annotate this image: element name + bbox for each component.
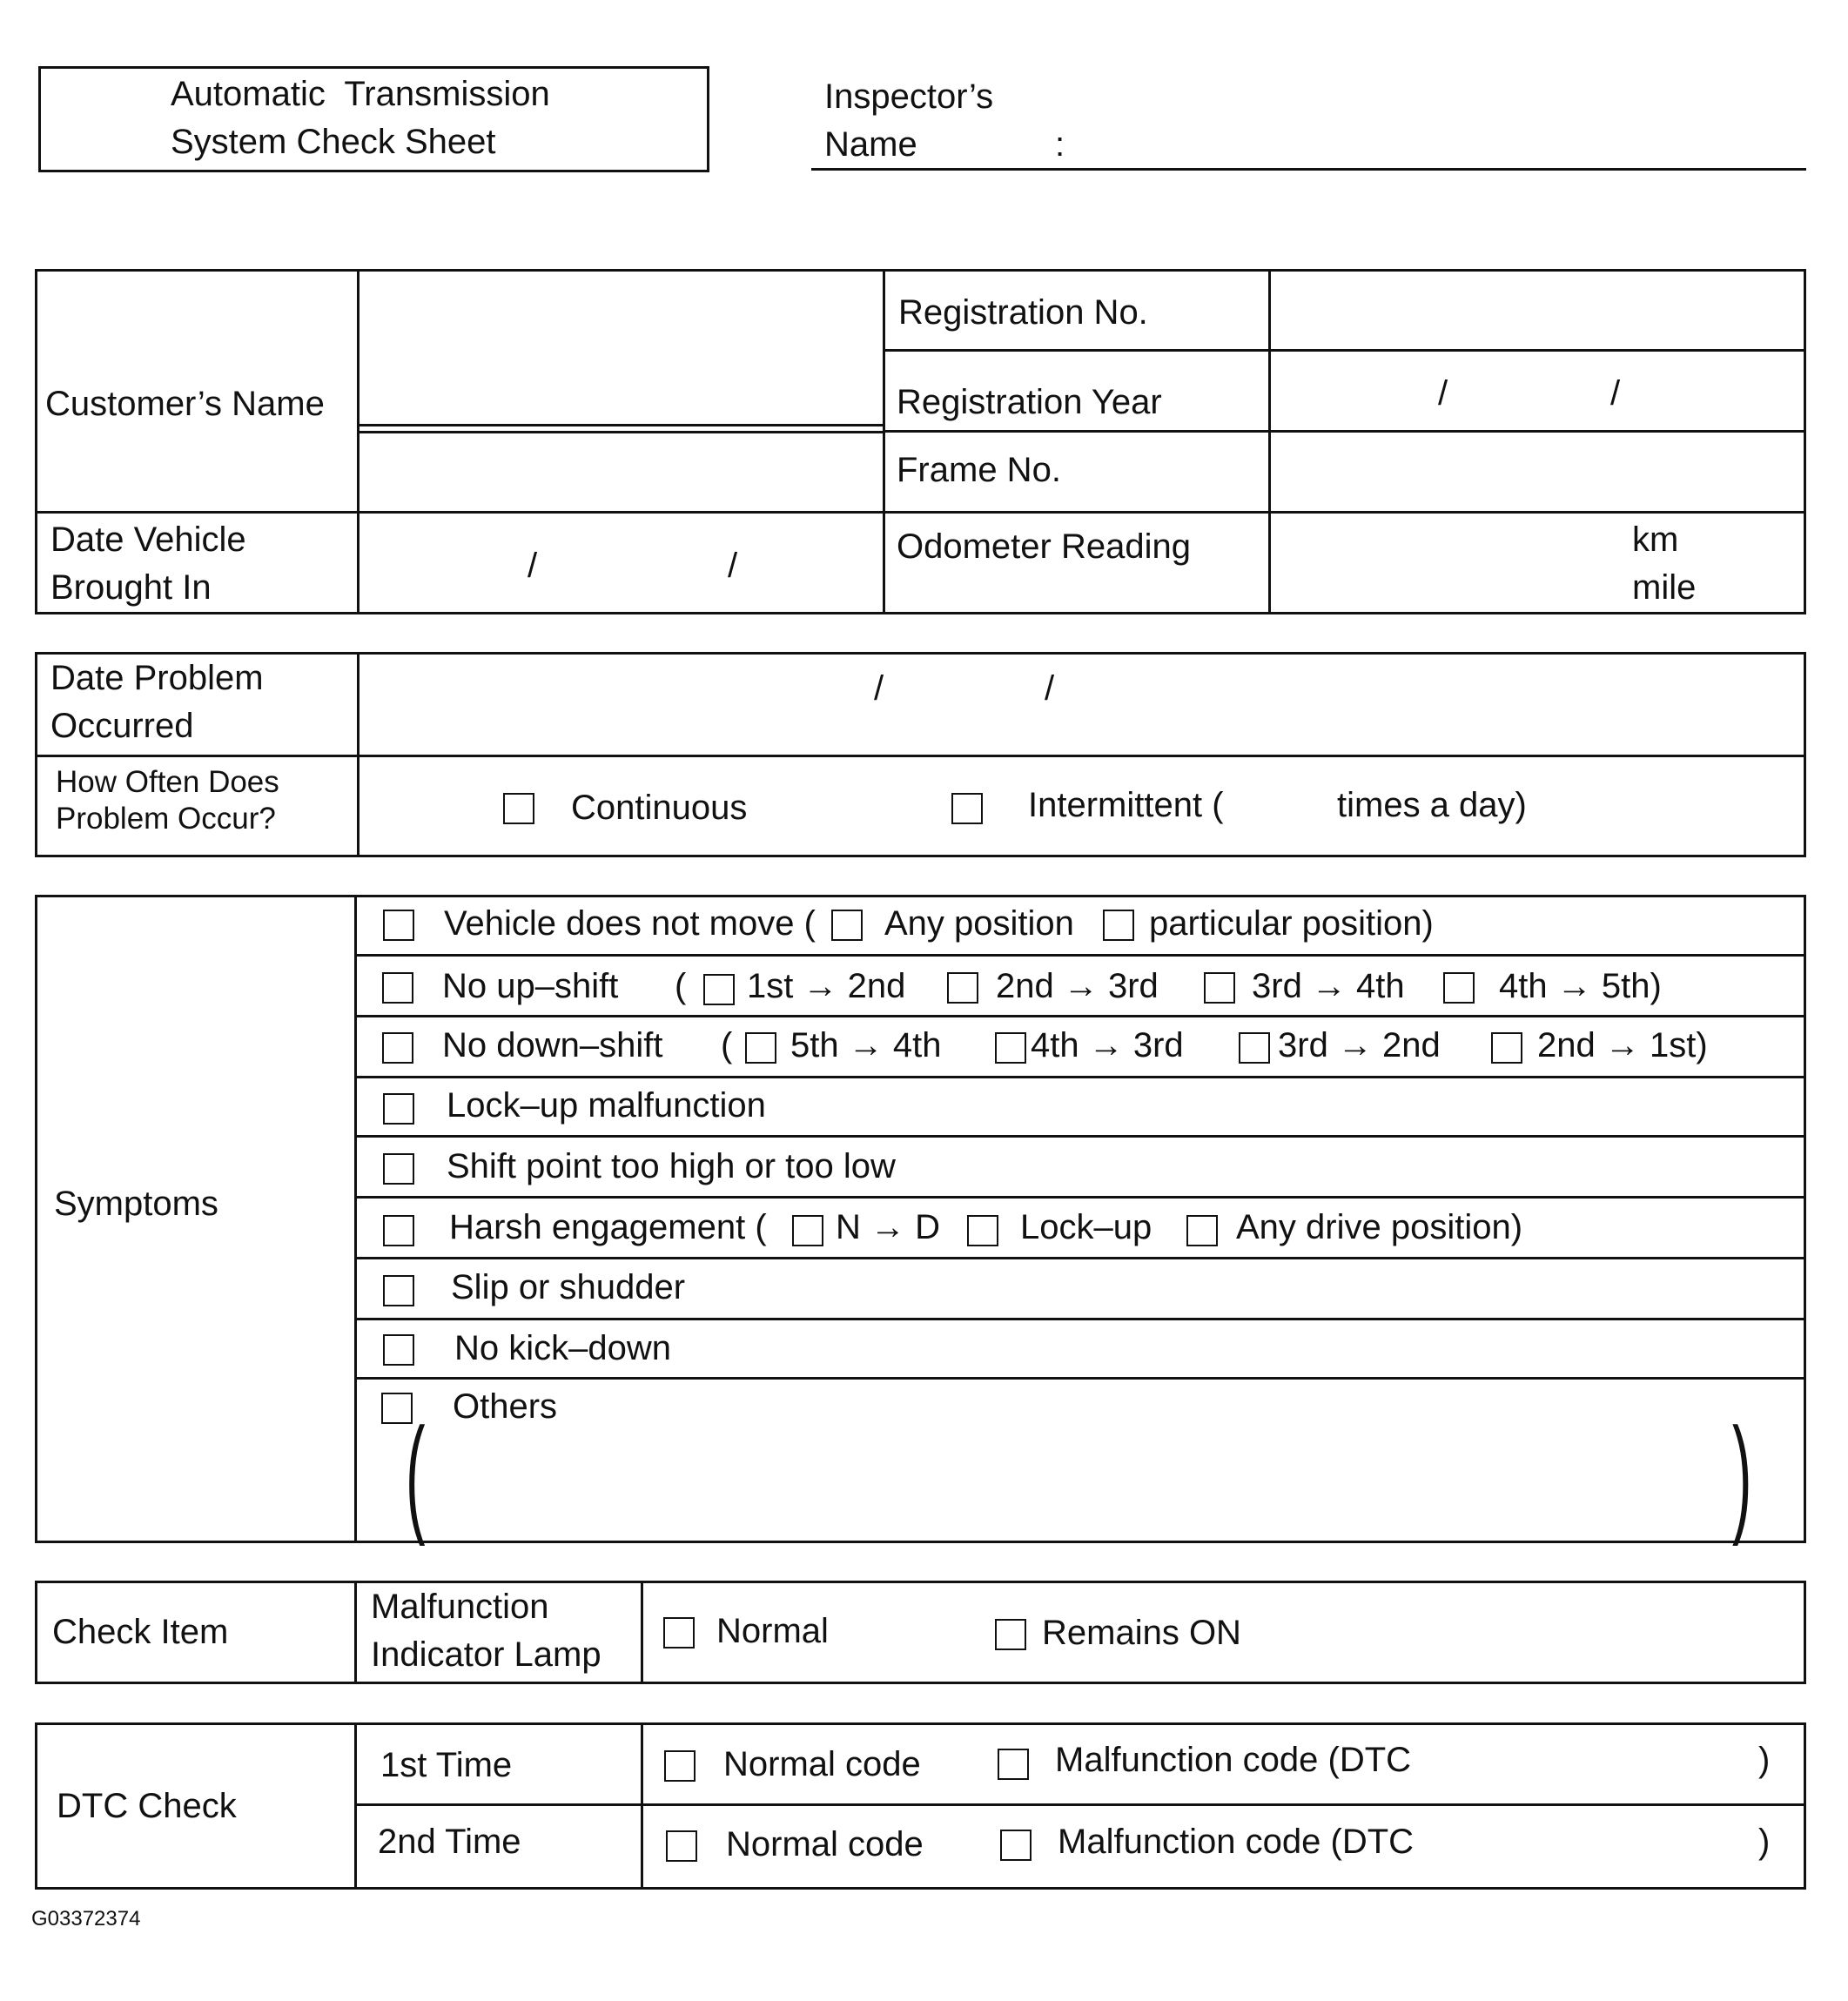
frame-no-field[interactable] [1273,433,1804,508]
downshift-2-1-label: 2nd → 1st) [1537,1026,1708,1064]
customer-name-field-2[interactable] [361,435,880,508]
dtc-second-close-paren: ) [1758,1823,1771,1861]
date-problem-slash-1: / [874,669,884,708]
symptom-any-position-label: Any position [884,904,1074,943]
registration-year-field[interactable] [1273,353,1804,427]
date-problem-label-line2: Occurred [50,707,194,745]
how-often-label-line2: Problem Occur? [56,802,276,836]
date-brought-slash-2: / [728,547,738,585]
title-line2: System Check Sheet [171,123,496,161]
how-often-label-line1: How Often Does [56,765,279,799]
continuous-label: Continuous [571,789,748,827]
intermittent-checkbox[interactable] [951,793,983,824]
dtc-first-close-paren: ) [1758,1741,1771,1779]
others-close-paren: ) [1732,1400,1752,1547]
downshift-3-2-checkbox[interactable] [1239,1032,1270,1064]
check-item-label: Check Item [52,1613,229,1651]
frame-no-label: Frame No. [897,451,1061,489]
downshift-2-1-checkbox[interactable] [1491,1032,1522,1064]
dtc-second-malfunction-checkbox[interactable] [1000,1830,1032,1861]
mil-normal-checkbox[interactable] [663,1617,695,1648]
others-detail-field[interactable] [435,1429,1724,1525]
odometer-unit-km: km [1632,520,1679,559]
check-item-table [35,1581,1806,1684]
inspector-label-line2: Name [824,125,917,164]
date-brought-slash-1: / [528,547,538,585]
upshift-1-2-label: 1st → 2nd [747,967,906,1005]
dtc-check-label: DTC Check [57,1787,237,1825]
inspector-underline [811,168,1806,171]
symptom-lockup-label: Lock–up malfunction [447,1086,766,1125]
dtc-second-code-field[interactable] [1428,1821,1750,1864]
upshift-3-4-label: 3rd → 4th [1252,967,1405,1005]
downshift-3-2-label: 3rd → 2nd [1278,1026,1441,1064]
odometer-unit-mile: mile [1632,568,1697,607]
odometer-field[interactable] [1273,514,1621,612]
harsh-any-drive-checkbox[interactable] [1186,1215,1218,1246]
inspector-name-field[interactable] [1079,122,1802,165]
times-a-day-label: times a day) [1337,786,1527,824]
customer-name-label: Customer’s Name [45,385,325,423]
symptom-no-downshift-checkbox[interactable] [382,1032,413,1064]
upshift-4-5-label: 4th → 5th) [1499,967,1662,1005]
continuous-checkbox[interactable] [503,793,534,824]
dtc-first-malfunction-checkbox[interactable] [998,1749,1029,1780]
dtc-first-code-field[interactable] [1428,1739,1750,1783]
registration-no-field[interactable] [1273,272,1804,347]
date-problem-slash-2: / [1045,669,1055,708]
date-problem-field[interactable] [361,655,1803,751]
symptom-particular-position-checkbox[interactable] [1103,910,1134,941]
registration-year-slash-1: / [1438,374,1448,413]
symptom-particular-position-label: particular position) [1149,904,1434,943]
symptom-no-move-label: Vehicle does not move ( [444,904,816,943]
symptom-no-kickdown-label: No kick–down [454,1329,672,1367]
harsh-lockup-checkbox[interactable] [967,1215,998,1246]
symptom-no-downshift-label: No down–shift [442,1026,663,1064]
symptom-no-kickdown-checkbox[interactable] [383,1334,414,1366]
symptom-shift-point-label: Shift point too high or too low [447,1147,896,1185]
date-brought-label-line1: Date Vehicle [50,520,246,559]
dtc-first-normal-label: Normal code [723,1745,921,1783]
dtc-second-malfunction-label: Malfunction code (DTC [1058,1823,1415,1861]
symptom-no-move-checkbox[interactable] [383,910,414,941]
downshift-4-3-checkbox[interactable] [995,1032,1026,1064]
dtc-first-malfunction-label: Malfunction code (DTC [1055,1741,1412,1779]
harsh-lockup-label: Lock–up [1020,1208,1152,1246]
upshift-2-3-label: 2nd → 3rd [996,967,1159,1005]
mil-label-line1: Malfunction [371,1588,549,1626]
odometer-label: Odometer Reading [897,527,1191,566]
symptom-shift-point-checkbox[interactable] [383,1153,414,1185]
symptom-no-downshift-open-paren: ( [721,1026,733,1064]
harsh-n-d-checkbox[interactable] [792,1215,823,1246]
upshift-4-5-checkbox[interactable] [1443,972,1475,1004]
downshift-5-4-checkbox[interactable] [745,1032,776,1064]
mil-label-line2: Indicator Lamp [371,1635,601,1674]
mil-normal-label: Normal [716,1612,829,1650]
customer-name-field-1[interactable] [361,272,880,422]
dtc-first-normal-checkbox[interactable] [664,1750,696,1782]
registration-no-label: Registration No. [898,293,1148,332]
upshift-3-4-checkbox[interactable] [1204,972,1235,1004]
date-problem-label-line1: Date Problem [50,659,264,697]
symptom-harsh-label: Harsh engagement ( [449,1208,767,1246]
inspector-label-line1: Inspector’s [824,77,994,116]
figure-id: G03372374 [31,1907,141,1930]
harsh-any-drive-label: Any drive position) [1236,1208,1523,1246]
harsh-n-d-label: N → D [836,1208,940,1246]
intermittent-label: Intermittent ( [1028,786,1224,824]
dtc-second-normal-label: Normal code [726,1825,924,1863]
downshift-4-3-label: 4th → 3rd [1031,1026,1184,1064]
mil-remains-on-checkbox[interactable] [995,1619,1026,1650]
inspector-colon: : [1055,125,1065,164]
registration-year-slash-2: / [1610,374,1621,413]
times-a-day-field[interactable] [1232,783,1327,827]
others-open-paren: ( [406,1400,426,1547]
registration-year-label: Registration Year [897,383,1162,421]
symptom-any-position-checkbox[interactable] [831,910,863,941]
symptom-no-upshift-label: No up–shift [442,967,619,1005]
symptom-no-upshift-checkbox[interactable] [382,972,413,1004]
symptom-lockup-checkbox[interactable] [383,1093,414,1125]
mil-remains-on-label: Remains ON [1042,1614,1241,1652]
upshift-2-3-checkbox[interactable] [947,972,978,1004]
dtc-second-time-label: 2nd Time [378,1823,521,1861]
symptoms-label: Symptoms [54,1185,218,1223]
title-line1: Automatic Transmission [171,75,550,113]
downshift-5-4-label: 5th → 4th [790,1026,942,1064]
symptom-slip-label: Slip or shudder [451,1268,686,1306]
upshift-1-2-checkbox[interactable] [703,974,735,1005]
symptom-harsh-checkbox[interactable] [383,1215,414,1246]
symptom-others-label: Others [453,1387,558,1426]
date-brought-label-line2: Brought In [50,568,212,607]
symptom-no-upshift-open-paren: ( [675,967,687,1005]
date-brought-field[interactable] [361,514,880,612]
dtc-second-normal-checkbox[interactable] [666,1830,697,1862]
dtc-first-time-label: 1st Time [380,1746,513,1784]
symptom-slip-checkbox[interactable] [383,1275,414,1306]
